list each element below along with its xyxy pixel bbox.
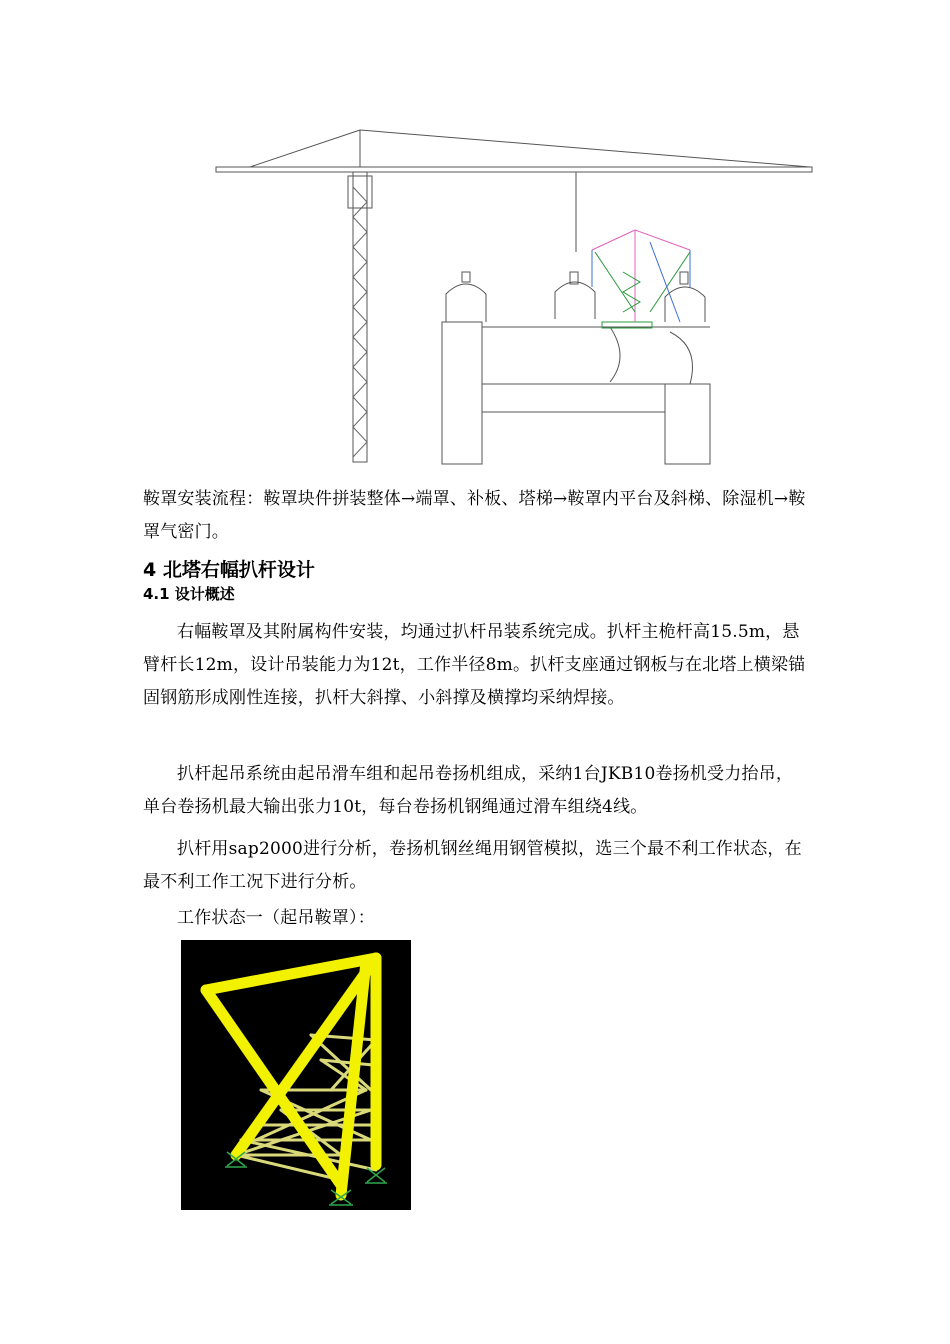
paragraph-design-overview: 右幅鞍罩及其附属构件安装，均通过扒杆吊装系统完成。扒杆主桅杆高15.5m，悬臂杆长12m，设计吊装能力为12t，工作半径8m。扒杆支座通过钢板与在北塔上横梁锚固钢筋形成刚性连接，扒杆大斜撑、小斜撑及横撑均采纳焊接。 (143, 622, 806, 708)
installation-flow-caption: 鞍罩安装流程：鞍罩块件拼装整体→端罩、补板、塔梯→鞍罩内平台及斜梯、除湿机→鞍罩气密门。 (143, 489, 806, 542)
subsection-heading: 4.1 设计概述 (143, 585, 235, 603)
sap2000-model-figure (181, 940, 411, 1210)
section-heading: 4 北塔右幅扒杆设计 (143, 559, 315, 581)
paragraph-hoisting-system: 扒杆起吊系统由起吊滑车组和起吊卷扬机组成，采纳1台JKB10卷扬机受力抬吊，单台卷扬机最大输出张力10t，每台卷扬机钢绳通过滑车组绕4线。 (143, 764, 794, 817)
paragraph-analysis: 扒杆用sap2000进行分析，卷扬机钢丝绳用钢管模拟，选三个最不利工作状态，在最不利工作工况下进行分析。 (143, 839, 802, 892)
tower-crane-drawing (210, 122, 816, 467)
paragraph-work-state-one: 工作状态一（起吊鞍罩）： (177, 908, 375, 928)
